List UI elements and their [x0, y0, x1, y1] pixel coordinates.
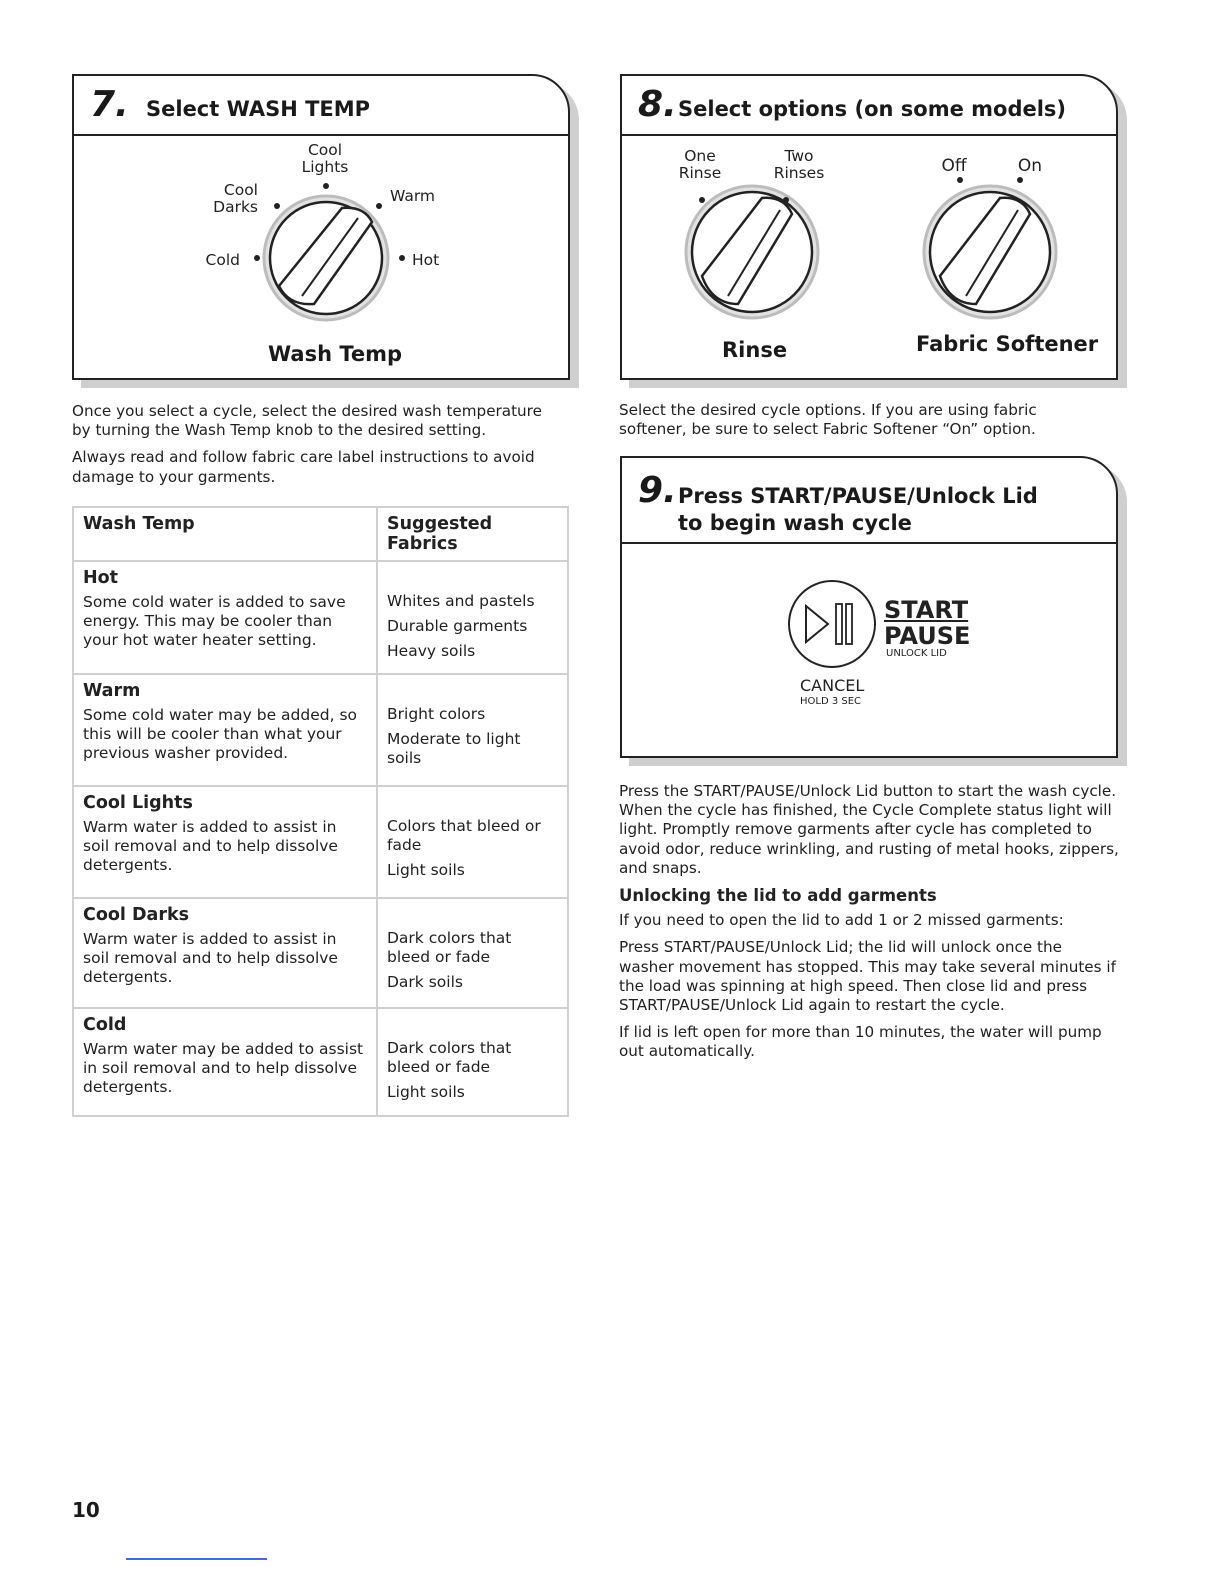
step9-title-line2: to begin wash cycle: [678, 511, 912, 535]
row-title: Hot: [83, 568, 119, 588]
fabric-item: Light soils: [387, 861, 465, 879]
rinse-dial-title: Rinse: [722, 338, 788, 362]
table-cell: [377, 786, 568, 898]
step7-paragraph: Once you select a cycle, select the desired wash temperature by turning the Wash Temp knob to the desired setting.: [72, 402, 542, 440]
pause-label: PAUSE: [884, 622, 971, 650]
row-description: Warm water may be added to assist in soil removal and to help dissolve detergents.: [83, 1040, 364, 1096]
table-cell: [73, 898, 377, 1008]
step9-sub-paragraph: If lid is left open for more than 10 minutes, the water will pump out automatically.: [619, 1023, 1102, 1061]
softener-label-off: Off: [941, 156, 967, 176]
table-row: [73, 674, 568, 786]
unlock-lid-label: UNLOCK LID: [886, 648, 947, 659]
softener-label-on: On: [1017, 156, 1043, 176]
table-header: Suggested Fabrics: [377, 507, 568, 561]
row-description: Some cold water is added to save energy. This may be cooler than your hot water heater setting.: [83, 593, 346, 649]
step7-panel: [72, 74, 570, 380]
start-pause-button-icon[interactable]: [784, 578, 884, 678]
row-description: Warm water is added to assist in soil removal and to help dissolve detergents.: [83, 818, 338, 874]
rinse-label-two: Two Rinses: [773, 147, 825, 182]
fabric-item: Whites and pastels: [387, 592, 535, 610]
table-row: [73, 561, 568, 674]
fabric-softener-dial-title: Fabric Softener: [916, 332, 1099, 356]
dial-label-cool-lights: Cool Lights: [301, 141, 349, 176]
step9-header: [622, 458, 1116, 544]
rinse-label-one: One Rinse: [678, 147, 722, 182]
row-description: Some cold water may be added, so this will be cooler than what your previous washer provided.: [83, 706, 358, 762]
step8-header: [622, 76, 1116, 136]
step9-title-line1: Press START/PAUSE/Unlock Lid: [678, 484, 1038, 508]
table-cell: [377, 1008, 568, 1116]
row-title: Cool Lights: [83, 793, 193, 813]
page-number: 10: [72, 1498, 100, 1522]
row-title: Cold: [83, 1015, 127, 1035]
step8-paragraph: Select the desired cycle options. If you are using fabric softener, be sure to select Fabric Softener “On” option.: [619, 401, 1037, 439]
fabric-item: Heavy soils: [387, 642, 476, 660]
fabric-item: Colors that bleed or fade: [387, 817, 541, 854]
table-cell: [377, 898, 568, 1008]
table-row: [73, 1008, 568, 1116]
hold-3-sec-label: HOLD 3 SEC: [800, 696, 862, 707]
step9-sub-paragraph: If you need to open the lid to add 1 or 2 missed garments:: [619, 911, 1064, 930]
step9-sub-paragraph: Press START/PAUSE/Unlock Lid; the lid will unlock once the washer movement has stopped. This may take several minutes if the load was spinning at high speed. Then close lid and press START/PAUSE/Unlock Lid again to restart the cycle.: [619, 938, 1116, 1015]
step7-text: [72, 402, 562, 495]
start-label: START: [884, 596, 969, 624]
fabric-item: Moderate to light soils: [387, 730, 521, 767]
table-cell: [377, 561, 568, 674]
step9-text: [619, 782, 1119, 1070]
step7-header: [74, 76, 568, 136]
fabric-item: Dark soils: [387, 973, 463, 991]
table-header: Wash Temp: [73, 507, 377, 561]
dial-label-cool-darks: Cool Darks: [213, 181, 258, 216]
dial-label-warm: Warm: [390, 187, 436, 205]
table-cell: [73, 561, 377, 674]
fabric-item: Durable garments: [387, 617, 528, 635]
table-row: [73, 786, 568, 898]
table-cell: [73, 786, 377, 898]
wash-temp-dial-title: Wash Temp: [268, 342, 403, 366]
fabric-item: Dark colors that bleed or fade: [387, 1039, 512, 1076]
step8-number: 8.: [638, 84, 677, 125]
cancel-label: CANCEL: [800, 676, 865, 695]
row-title: Warm: [83, 681, 141, 701]
step7-title: Select WASH TEMP: [146, 97, 371, 121]
fabric-softener-dial-icon: [902, 136, 1102, 356]
step8-text: [619, 401, 1069, 447]
step8-panel: [620, 74, 1118, 380]
step9-number: 9.: [638, 470, 677, 511]
table-header-row: [73, 507, 568, 561]
fabric-item: Bright colors: [387, 705, 486, 723]
wash-temp-table: [72, 506, 569, 1117]
dial-label-hot: Hot: [412, 251, 440, 269]
step7-paragraph: Always read and follow fabric care label instructions to avoid damage to your garments.: [72, 448, 535, 486]
step9-paragraph: Press the START/PAUSE/Unlock Lid button to start the wash cycle. When the cycle has finished, the Cycle Complete status light will light. Promptly remove garments after cycle has completed to avoid odor, reduce wrinkling, and rusting of metal hooks, zippers, and snaps.: [619, 782, 1119, 877]
step9-panel: [620, 456, 1118, 758]
dial-label-cold: Cold: [205, 251, 240, 269]
fabric-item: Dark colors that bleed or fade: [387, 929, 512, 966]
row-description: Warm water is added to assist in soil removal and to help dissolve detergents.: [83, 930, 338, 986]
step8-title: Select options (on some models): [678, 97, 1067, 121]
unlocking-subheading: Unlocking the lid to add garments: [619, 886, 937, 906]
footer-divider: [126, 1558, 267, 1560]
fabric-item: Light soils: [387, 1083, 465, 1101]
table-row: [73, 898, 568, 1008]
row-title: Cool Darks: [83, 905, 189, 925]
table-cell: [73, 674, 377, 786]
step7-number: 7.: [90, 84, 129, 125]
table-cell: [377, 674, 568, 786]
table-cell: [73, 1008, 377, 1116]
